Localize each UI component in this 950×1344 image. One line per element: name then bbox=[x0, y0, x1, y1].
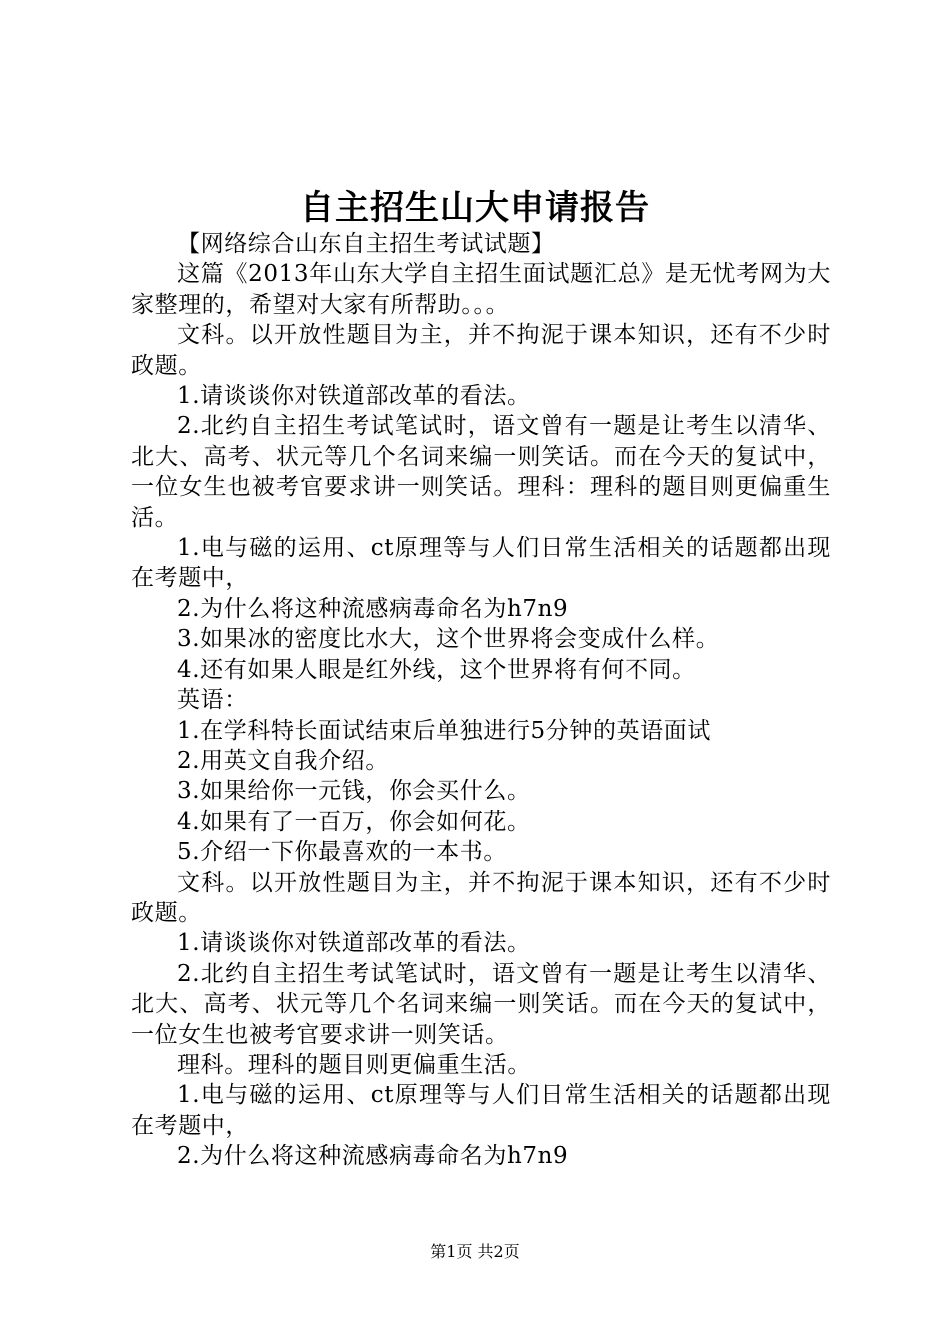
paragraph-science-q1: 1.电与磁的运用、ct原理等与人们日常生活相关的话题都出现在考题中， bbox=[131, 535, 831, 592]
paragraph-science-repeat-q2: 2.为什么将这种流感病毒命名为h7n9 bbox=[177, 1143, 569, 1170]
document-title: 自主招生山大申请报告 bbox=[300, 188, 650, 228]
paragraph-science-repeat-q1: 1.电与磁的运用、ct原理等与人们日常生活相关的话题都出现在考题中， bbox=[131, 1082, 831, 1139]
paragraph-science-q3: 3.如果冰的密度比水大，这个世界将会变成什么样。 bbox=[177, 626, 720, 653]
paragraph-source-heading: 【网络综合山东自主招生考试试题】 bbox=[177, 231, 555, 257]
paragraph-liberal-arts-repeat-q2: 2.北约自主招生考试笔试时，语文曾有一题是让考生以清华、北大、高考、状元等几个名词来编一则笑话。而在今天的复试中，一位女生也被考官要求讲一则笑话。 bbox=[131, 960, 831, 1048]
paragraph-english-q2: 2.用英文自我介绍。 bbox=[177, 747, 389, 774]
paragraph-english-q1: 1.在学科特长面试结束后单独进行5分钟的英语面试 bbox=[177, 717, 711, 744]
paragraph-liberal-arts-repeat-q1: 1.请谈谈你对铁道部改革的看法。 bbox=[177, 930, 531, 957]
paragraph-english-q5: 5.介绍一下你最喜欢的一本书。 bbox=[177, 839, 507, 866]
paragraph-english-q4: 4.如果有了一百万，你会如何花。 bbox=[177, 808, 531, 835]
paragraph-liberal-arts-q2: 2.北约自主招生考试笔试时，语文曾有一题是让考生以清华、北大、高考、状元等几个名词来编一则笑话。而在今天的复试中，一位女生也被考官要求讲一则笑话。理科：理科的题目则更偏重生活。 bbox=[131, 413, 831, 531]
paragraph-liberal-arts-q1: 1.请谈谈你对铁道部改革的看法。 bbox=[177, 383, 531, 410]
page-footer: 第1页 共2页 bbox=[430, 1242, 520, 1261]
document-body bbox=[131, 229, 831, 1172]
paragraph-liberal-arts: 文科。以开放性题目为主，并不拘泥于课本知识，还有不少时政题。 bbox=[131, 322, 831, 379]
paragraph-english-heading: 英语： bbox=[177, 687, 248, 714]
paragraph-science-repeat: 理科。理科的题目则更偏重生活。 bbox=[177, 1051, 531, 1078]
paragraph-intro: 这篇《2013年山东大学自主招生面试题汇总》是无忧考网为大家整理的，希望对大家有所帮助。。。 bbox=[131, 261, 831, 318]
paragraph-science-q2: 2.为什么将这种流感病毒命名为h7n9 bbox=[177, 595, 569, 622]
paragraph-english-q3: 3.如果给你一元钱，你会买什么。 bbox=[177, 778, 531, 805]
paragraph-liberal-arts-repeat: 文科。以开放性题目为主，并不拘泥于课本知识，还有不少时政题。 bbox=[131, 869, 831, 926]
paragraph-science-q4: 4.还有如果人眼是红外线，这个世界将有何不同。 bbox=[177, 656, 696, 683]
